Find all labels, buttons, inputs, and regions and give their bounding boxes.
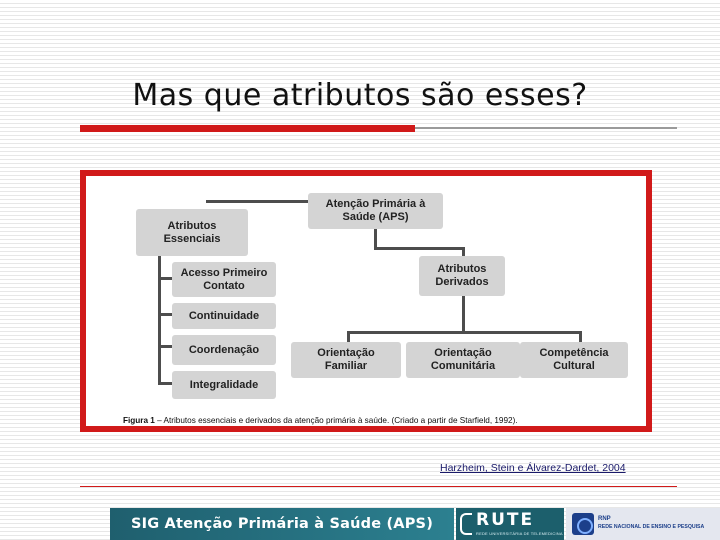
root-box-label: Atenção Primária à Saúde (APS) [325,198,426,223]
derived-item-cultural [520,342,628,378]
essential-item-access [172,262,276,297]
title-underline-red [80,125,415,132]
rute-logo-text: RUTE [476,510,535,530]
derived-item-community [406,342,520,378]
figure-caption-text: – Atributos essenciais e derivados da atenção primária à saúde. (Criado a partir de Starfield, 1992). [154,416,518,425]
rnp-logo [566,508,720,540]
essential-attributes-label: Atributos Essenciais [163,219,221,245]
connector-root-left [206,200,308,203]
connector-root-down [374,227,377,249]
derived-item-family [291,342,401,378]
citation-link[interactable]: Harzheim, Stein e Álvarez-Dardet, 2004 [440,462,626,474]
connector-derived-bar [347,331,582,334]
rnp-abbreviation: RNP [598,516,611,522]
derived-item-label: Competência Cultural [539,347,609,372]
essential-item-coordination [172,335,276,365]
connector-essential-2 [158,313,172,316]
rute-mark-icon [460,513,472,535]
connector-essential-1 [158,277,172,280]
derived-item-label: Orientação Comunitária [430,347,496,372]
essential-item-label: Continuidade [188,309,260,322]
connector-essential-4 [158,382,172,385]
essential-item-continuity [172,303,276,329]
derived-attributes-label: Atributos Derivados [435,263,489,288]
sig-aps-banner: SIG Atenção Primária à Saúde (APS) [110,508,454,540]
connector-root-to-derived [374,247,462,250]
footer-divider [80,486,677,487]
connector-derived-down [462,293,465,333]
connector-essential-3 [158,345,172,348]
figure-caption [123,416,643,425]
rute-logo [456,508,564,540]
essential-item-label: Coordenação [188,343,260,356]
title-underline-gray [415,127,677,129]
rnp-full-name: REDE NACIONAL DE ENSINO E PESQUISA [598,524,705,530]
essential-attributes-box [136,209,248,256]
essential-item-label: Acesso Primeiro Contato [180,266,268,292]
attributes-diagram [86,176,646,426]
slide-title: Mas que atributos são esses? [132,78,588,113]
derived-attributes-box [419,256,505,296]
derived-item-label: Orientação Familiar [317,347,375,372]
figure-caption-label: Figura 1 [123,416,155,425]
essential-item-label: Integralidade [189,378,259,391]
essential-item-integrality [172,371,276,399]
root-box-aps [308,193,443,229]
rute-subtitle: REDE UNIVERSITÁRIA DE TELEMEDICINA [476,531,563,536]
figure-frame [80,170,652,432]
rnp-globe-icon [572,513,594,535]
connector-essential-spine [158,255,161,385]
